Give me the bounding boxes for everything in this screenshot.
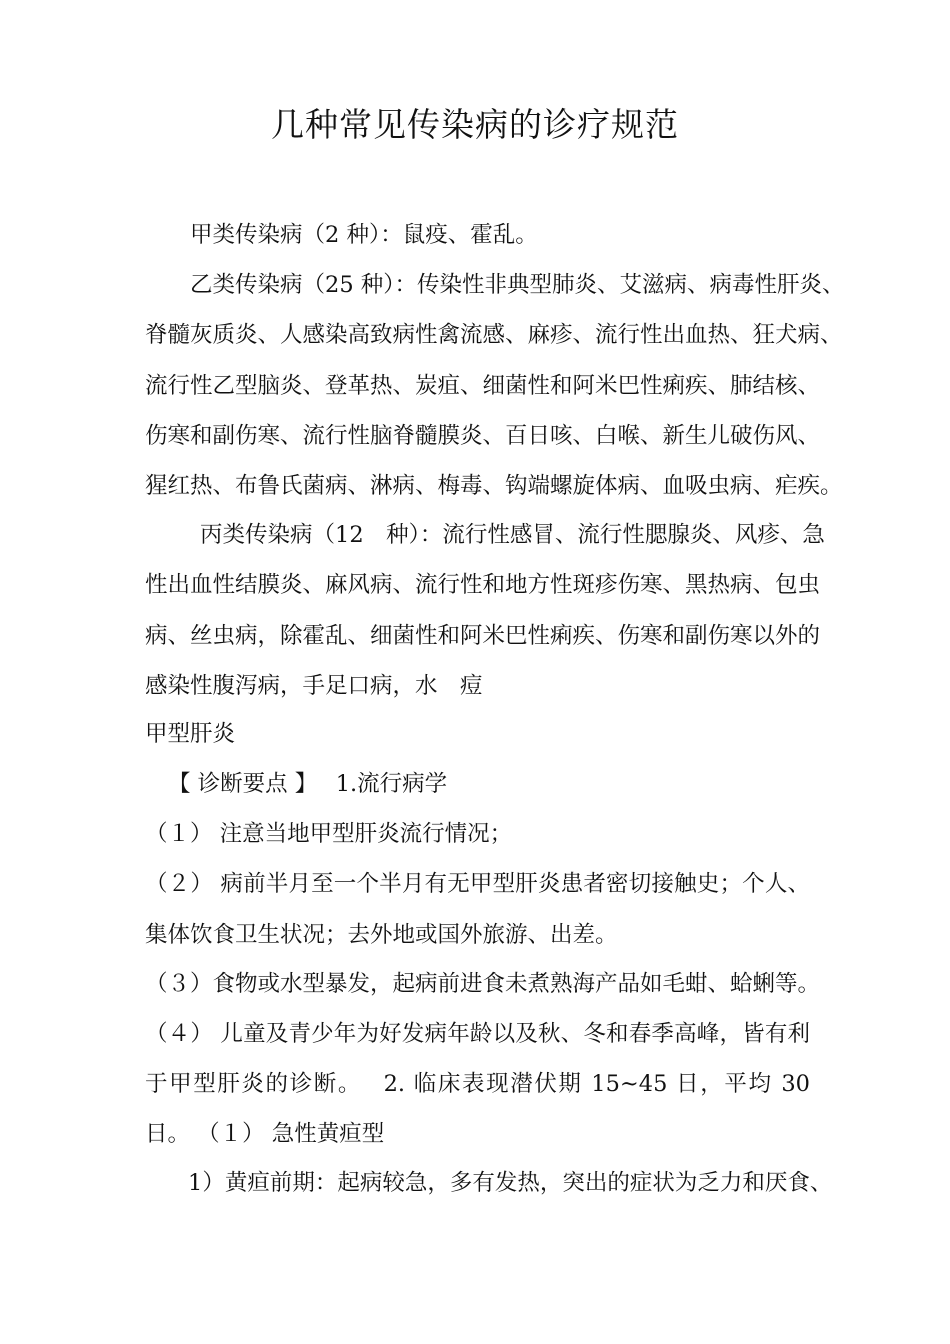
list-item-4-line-3: 日。 （１） 急性黄疸型 [145,1121,385,1147]
paragraph-class-c-line-2: 性出血性结膜炎、麻风病、流行性和地方性斑疹伤寒、黑热病、包虫 [145,572,821,598]
paragraph-class-b-line-5: 猩红热、布鲁氏菌病、淋病、梅毒、钩端螺旋体病、血吸虫病、疟疾。 [145,473,843,499]
paragraph-class-c-line-1: 丙类传染病（12 种）：流行性感冒、流行性腮腺炎、风疹、急 [200,522,825,548]
diagnosis-key-points-heading: 【 诊断要点 】 1.流行病学 [168,771,448,797]
paragraph-class-a-diseases: 甲类传染病（2 种）：鼠疫、霍乱。 [190,222,538,248]
list-item-4-line-2: 于甲型肝炎的诊断。 2. 临床表现潜伏期 15~45 日，平均 30 [145,1071,810,1097]
list-item-2-line-2: 集体饮食卫生状况；去外地或国外旅游、出差。 [145,922,618,948]
list-item-1: （１） 注意当地甲型肝炎流行情况； [145,821,513,847]
paragraph-class-b-line-3: 流行性乙型脑炎、登革热、炭疽、细菌性和阿米巴性痢疾、肺结核、 [145,373,821,399]
page-title: 几种常见传染病的诊疗规范 [271,105,679,144]
pre-icteric-stage-line: 1）黄疸前期：起病较急，多有发热，突出的症状为乏力和厌食、 [188,1170,833,1196]
list-item-3: （３）食物或水型暴发，起病前进食未煮熟海产品如毛蚶、蛤蜊等。 [145,971,821,997]
list-item-4-line-1: （４） 儿童及青少年为好发病年龄以及秋、冬和春季高峰，皆有利 [145,1021,810,1047]
paragraph-class-b-line-4: 伤寒和副伤寒、流行性脑脊髓膜炎、百日咳、白喉、新生儿破伤风、 [145,423,821,449]
paragraph-class-c-line-4: 感染性腹泻病，手足口病，水 痘 [145,673,483,699]
section-heading-hepatitis-a: 甲型肝炎 [145,721,236,747]
paragraph-class-c-line-3: 病、丝虫病，除霍乱、细菌性和阿米巴性痢疾、伤寒和副伤寒以外的 [145,623,821,649]
list-item-2-line-1: （２） 病前半月至一个半月有无甲型肝炎患者密切接触史；个人、 [145,871,810,897]
paragraph-class-b-line-1: 乙类传染病（25 种）：传染性非典型肺炎、艾滋病、病毒性肝炎、 [190,272,845,298]
paragraph-class-b-line-2: 脊髓灰质炎、人感染高致病性禽流感、麻疹、流行性出血热、狂犬病、 [145,322,843,348]
